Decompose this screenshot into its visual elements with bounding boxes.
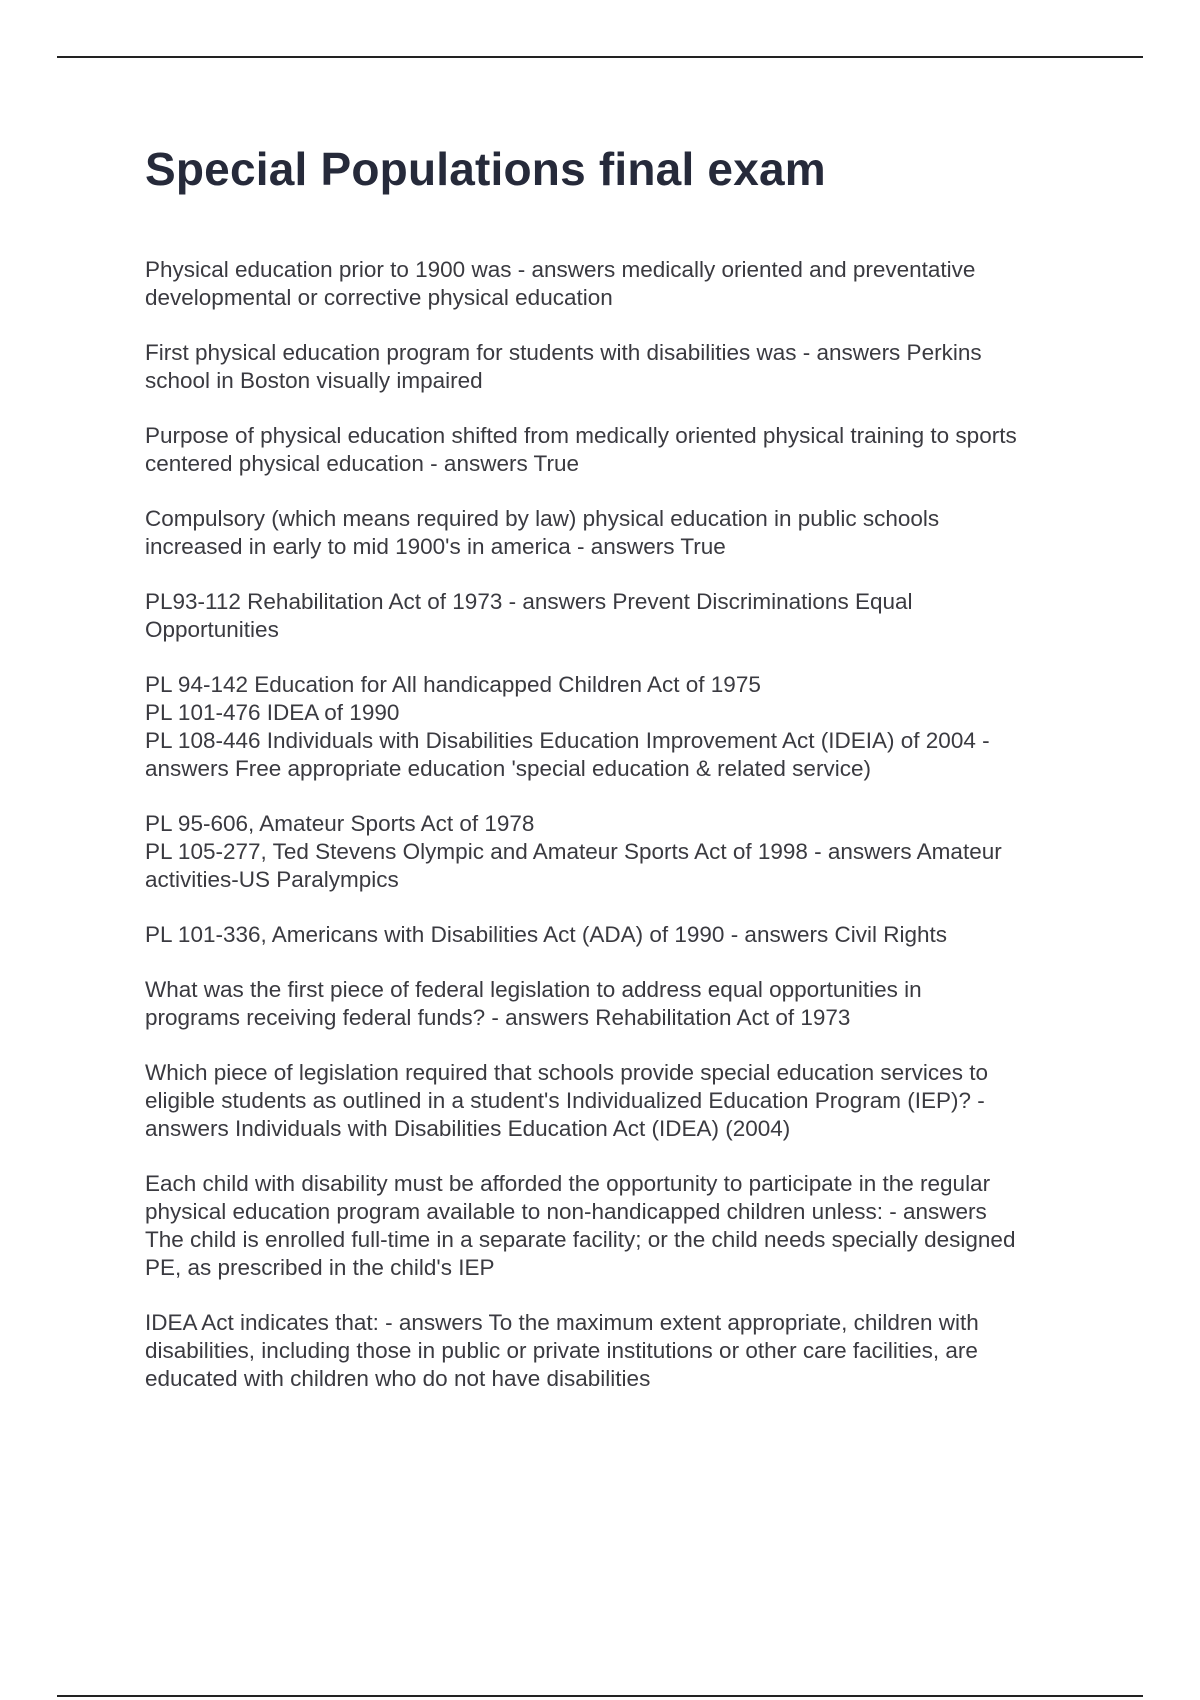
- top-divider: [57, 56, 1143, 58]
- qa-item: [145, 1309, 1090, 1393]
- qa-line: What was the first piece of federal legislation to address equal opportunities in: [145, 977, 922, 1002]
- qa-line: Each child with disability must be afforded the opportunity to participate in the regular: [145, 1171, 991, 1196]
- qa-line: eligible students as outlined in a student's Individualized Education Program (IEP)? -: [145, 1088, 985, 1113]
- qa-line: PL93-112 Rehabilitation Act of 1973 - answers Prevent Discriminations Equal: [145, 589, 913, 614]
- qa-item: [145, 256, 1090, 312]
- qa-line: Compulsory (which means required by law) physical education in public schools: [145, 506, 940, 531]
- bottom-divider: [57, 1695, 1143, 1697]
- qa-item: [145, 339, 1090, 395]
- qa-line: school in Boston visually impaired: [145, 368, 483, 393]
- qa-line: First physical education program for students with disabilities was - answers Perkins: [145, 340, 982, 365]
- qa-item: [145, 505, 1090, 561]
- qa-line: educated with children who do not have disabilities: [145, 1366, 651, 1391]
- qa-item: [145, 976, 1090, 1032]
- qa-item: [145, 1170, 1090, 1282]
- qa-line: Physical education prior to 1900 was - answers medically oriented and preventative: [145, 257, 976, 282]
- qa-line: answers Free appropriate education 'special education & related service): [145, 756, 871, 781]
- qa-line: PL 94-142 Education for All handicapped Children Act of 1975: [145, 672, 761, 697]
- qa-item: [145, 1059, 1090, 1143]
- qa-list: [145, 256, 1090, 1420]
- qa-line: centered physical education - answers True: [145, 451, 579, 476]
- qa-line: PE, as prescribed in the child's IEP: [145, 1255, 495, 1280]
- qa-line: PL 95-606, Amateur Sports Act of 1978: [145, 811, 535, 836]
- page-title: Special Populations final exam: [145, 143, 826, 195]
- qa-line: answers Individuals with Disabilities Education Act (IDEA) (2004): [145, 1116, 791, 1141]
- qa-line: IDEA Act indicates that: - answers To the maximum extent appropriate, children with: [145, 1310, 979, 1335]
- qa-line: The child is enrolled full-time in a separate facility; or the child needs specially designed: [145, 1227, 1016, 1252]
- qa-line: developmental or corrective physical education: [145, 285, 613, 310]
- qa-line: Which piece of legislation required that schools provide special education services to: [145, 1060, 988, 1085]
- qa-item: [145, 810, 1090, 894]
- qa-line: PL 105-277, Ted Stevens Olympic and Amateur Sports Act of 1998 - answers Amateur: [145, 839, 1002, 864]
- qa-line: programs receiving federal funds? - answers Rehabilitation Act of 1973: [145, 1005, 851, 1030]
- qa-line: disabilities, including those in public or private institutions or other care facilities, are: [145, 1338, 978, 1363]
- qa-item: [145, 921, 1090, 949]
- qa-item: [145, 671, 1090, 783]
- qa-line: physical education program available to non-handicapped children unless: - answers: [145, 1199, 987, 1224]
- qa-line: Opportunities: [145, 617, 279, 642]
- qa-line: activities-US Paralympics: [145, 867, 399, 892]
- qa-line: PL 101-476 IDEA of 1990: [145, 700, 400, 725]
- qa-line: PL 101-336, Americans with Disabilities Act (ADA) of 1990 - answers Civil Rights: [145, 922, 947, 947]
- qa-line: Purpose of physical education shifted from medically oriented physical training to sports: [145, 423, 1017, 448]
- qa-line: PL 108-446 Individuals with Disabilities Education Improvement Act (IDEIA) of 2004 -: [145, 728, 990, 753]
- qa-item: [145, 422, 1090, 478]
- qa-line: increased in early to mid 1900's in america - answers True: [145, 534, 726, 559]
- qa-item: [145, 588, 1090, 644]
